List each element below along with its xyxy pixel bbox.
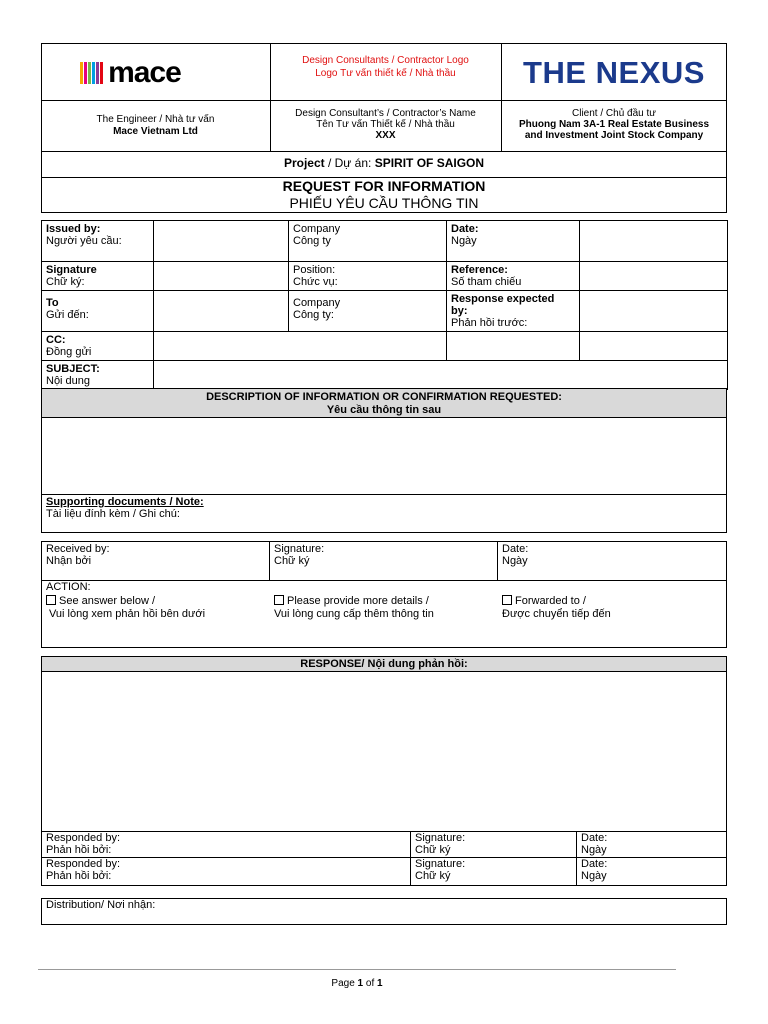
to-label: To Gửi đến: [42,291,154,332]
consultant-logo-vi: Logo Tư vấn thiết kế / Nhà thầu [315,68,456,79]
engineer-label-vi: Nhà tư vấn [164,114,215,125]
client-name-line2: and Investment Joint Stock Company [524,130,704,141]
response-signature-label-2: Signature: Chữ ký [415,858,466,882]
mace-logo-text: mace [108,56,181,89]
divider [41,580,727,581]
cc-field[interactable] [154,332,447,361]
project-name: SPIRIT OF SAIGON [374,156,485,170]
divider [41,100,727,101]
mace-logo [80,58,181,88]
received-date-label: Date: Ngày [502,543,529,567]
position-label: Position: Chức vụ: [289,262,447,291]
consultant-logo-en: Design Consultants / Contractor Logo [302,55,469,66]
info-table [41,220,728,390]
cc-field-3[interactable] [580,332,728,361]
divider [41,857,727,858]
logo-bar [80,62,83,84]
consultant-name-label-vi: Tên Tư vấn Thiết kế / Nhà thầu [316,119,455,130]
response-date-label-1: Date: Ngày [581,832,608,856]
logo-bar [100,62,103,84]
logo-bar [92,62,95,84]
issued-by-field[interactable] [154,221,289,262]
description-body[interactable] [42,419,726,494]
divider [497,541,498,580]
responded-by-label-1: Responded by: Phản hồi bởi: [46,832,120,856]
issued-by-label: Issued by: Người yêu cầu: [42,221,154,262]
company2-label: Company Công ty: [289,291,447,332]
client-label-vi: Chủ đầu tư [605,108,656,119]
engineer-cell: The Engineer / Nhà tư vấn Mace Vietnam Ltd [41,114,270,138]
logo-bar [88,62,91,84]
checkbox-see-answer[interactable] [46,595,56,605]
reference-field[interactable] [580,262,728,291]
logo-bar [84,62,87,84]
consultant-logo-placeholder [270,54,501,80]
title-vi: PHIẾU YÊU CẦU THÔNG TIN [289,195,479,211]
response-expected-field[interactable] [580,291,728,332]
client-label-en: Client [572,108,598,119]
engineer-label-en: The Engineer [96,114,157,125]
checkbox-more-details[interactable] [274,595,284,605]
distribution-label: Distribution/ Nơi nhận: [46,899,156,911]
divider [269,541,270,580]
response-heading: RESPONSE/ Nội dung phản hồi: [42,657,726,672]
divider [41,494,727,495]
consultant-name-value: XXX [375,130,396,141]
responded-by-label-2: Responded by: Phản hồi bởi: [46,858,120,882]
logo-bars-icon [80,62,104,84]
logo-bar [96,62,99,84]
to-field[interactable] [154,291,289,332]
signature-field[interactable] [154,262,289,291]
page-number: Page 1 of 1 [331,978,383,989]
divider [576,831,577,886]
cc-field-2[interactable] [447,332,580,361]
title-en: REQUEST FOR INFORMATION [282,178,486,194]
divider [41,151,727,152]
action-label: ACTION: [46,581,91,593]
client-name-line1: Phuong Nam 3A-1 Real Estate Business [518,119,710,130]
subject-label: SUBJECT: Nội dung [42,361,154,390]
cc-label: CC: Đồng gửi [42,332,154,361]
description-heading: DESCRIPTION OF INFORMATION OR CONFIRMATION REQUESTED: Yêu cầu thông tin sau [42,389,726,418]
client-cell: Client / Chủ đầu tư Phuong Nam 3A-1 Real Estate Business and Investment Joint Stock Company [501,108,727,141]
date-field[interactable] [580,221,728,262]
received-by-label: Received by: Nhận bởi [46,543,110,567]
signature-label: Signature Chữ ký: [42,262,154,291]
action-option-see-answer[interactable]: See answer below / Vui lòng xem phản hồi bên dưới [46,595,205,621]
reference-label: Reference: Số tham chiếu [447,262,580,291]
response-date-label-2: Date: Ngày [581,858,608,882]
divider [410,831,411,886]
project-label-vi: Dự án: [334,156,372,170]
response-expected-label: Response expected by: Phản hồi trước: [447,291,580,332]
project-row: Project / Dự án: SPIRIT OF SAIGON [283,156,485,170]
checkbox-forwarded[interactable] [502,595,512,605]
project-label-en: Project [283,156,325,170]
received-signature-label: Signature: Chữ ký [274,543,325,567]
date-label: Date: Ngày [447,221,580,262]
action-option-forwarded[interactable]: Forwarded to / Được chuyển tiếp đến [502,595,611,620]
footer-rule [38,969,676,970]
consultant-name-cell [270,108,501,141]
action-option-more-details[interactable]: Please provide more details / Vui lòng cung cấp thêm thông tin [274,595,434,620]
subject-field[interactable] [154,361,728,390]
divider [41,831,727,832]
supporting-docs[interactable]: Supporting documents / Note: Tài liệu đính kèm / Ghi chú: [46,496,204,520]
consultant-name-label-en: Design Consultant’s / Contractor’s Name [295,108,476,119]
engineer-name: Mace Vietnam Ltd [113,126,198,137]
client-logo: THE NEXUS [523,55,705,90]
response-body[interactable] [42,672,726,831]
form-title [41,178,727,212]
company-label: Company Công ty [289,221,447,262]
response-signature-label-1: Signature: Chữ ký [415,832,466,856]
